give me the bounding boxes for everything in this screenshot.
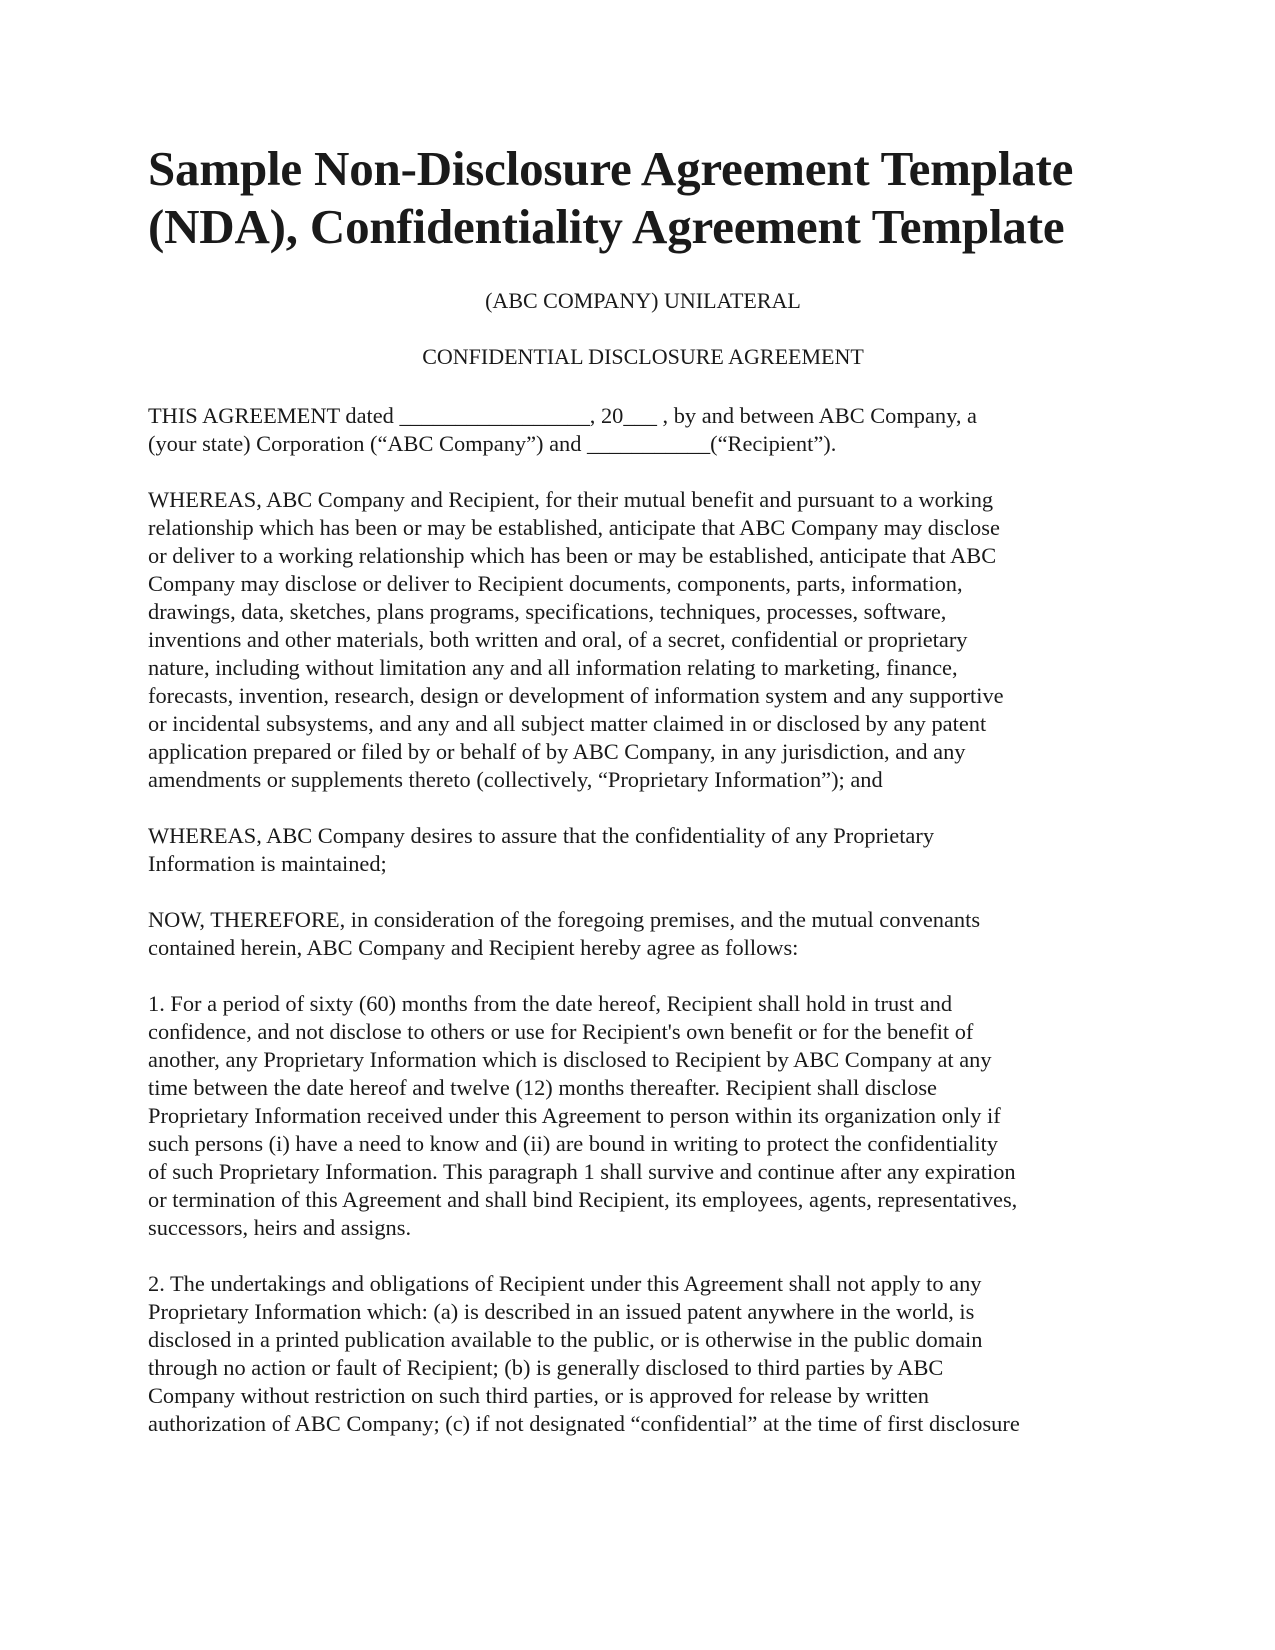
- document-title: Sample Non-Disclosure Agreement Template (NDA), Confidentiality Agreement Template: [148, 141, 1074, 254]
- document-page: [148, 140, 1138, 1438]
- agreement-party-heading: (ABC COMPANY) UNILATERAL: [485, 288, 801, 313]
- whereas-paragraph-2: WHEREAS, ABC Company desires to assure that the confidentiality of any Proprietary Information is maintained;: [148, 823, 935, 876]
- clause-2-paragraph: 2. The undertakings and obligations of Recipient under this Agreement shall not apply to any Proprietary Information which: (a) is described in an issued patent anywhere in the world, is disclosed in a printed publication available to the public, or is otherwise in the public domain through no action or fault of Recipient; (b) is generally disclosed to third parties by ABC Company without restriction on such third parties, or is approved for release by written authorization of ABC Company; (c) if not designated “confidential” at the time of first disclosure: [148, 1271, 1020, 1436]
- whereas-paragraph-1: WHEREAS, ABC Company and Recipient, for their mutual benefit and pursuant to a working relationship which has been or may be established, anticipate that ABC Company may disclose or deliver to a working relationship which has been or may be established, anticipate that ABC Company may disclose or deliver to Recipient documents, components, parts, information, drawings, data, sketches, plans programs, specifications, techniques, processes, software, inventions and other materials, both written and oral, of a secret, confidential or proprietary nature, including without limitation any and all information relating to marketing, finance, forecasts, invention, research, design or development of information system and any supportive or incidental subsystems, and any and all subject matter claimed in or disclosed by any patent application prepared or filed by or behalf of by ABC Company, in any jurisdiction, and any amendments or supplements thereto (collectively, “Proprietary Information”); and: [148, 487, 1004, 792]
- clause-1-paragraph: 1. For a period of sixty (60) months from the date hereof, Recipient shall hold in trust and confidence, and not disclose to others or use for Recipient's own benefit or for the benefit of another, any Proprietary Information which is disclosed to Recipient by ABC Company at any time between the date hereof and twelve (12) months thereafter. Recipient shall disclose Proprietary Information received under this Agreement to person within its organization only if such persons (i) have a need to know and (ii) are bound in writing to protect the confidentiality of such Proprietary Information. This paragraph 1 shall survive and continue after any expiration or termination of this Agreement and shall bind Recipient, its employees, agents, representatives, successors, heirs and assigns.: [148, 991, 1018, 1240]
- now-therefore-paragraph: NOW, THEREFORE, in consideration of the foregoing premises, and the mutual convenants contained herein, ABC Company and Recipient hereby agree as follows:: [148, 907, 981, 960]
- intro-paragraph: THIS AGREEMENT dated _________________, 20___ , by and between ABC Company, a (your state) Corporation (“ABC Company”) and ___________(“Recipient”).: [148, 403, 977, 456]
- agreement-type-heading: CONFIDENTIAL DISCLOSURE AGREEMENT: [422, 344, 864, 369]
